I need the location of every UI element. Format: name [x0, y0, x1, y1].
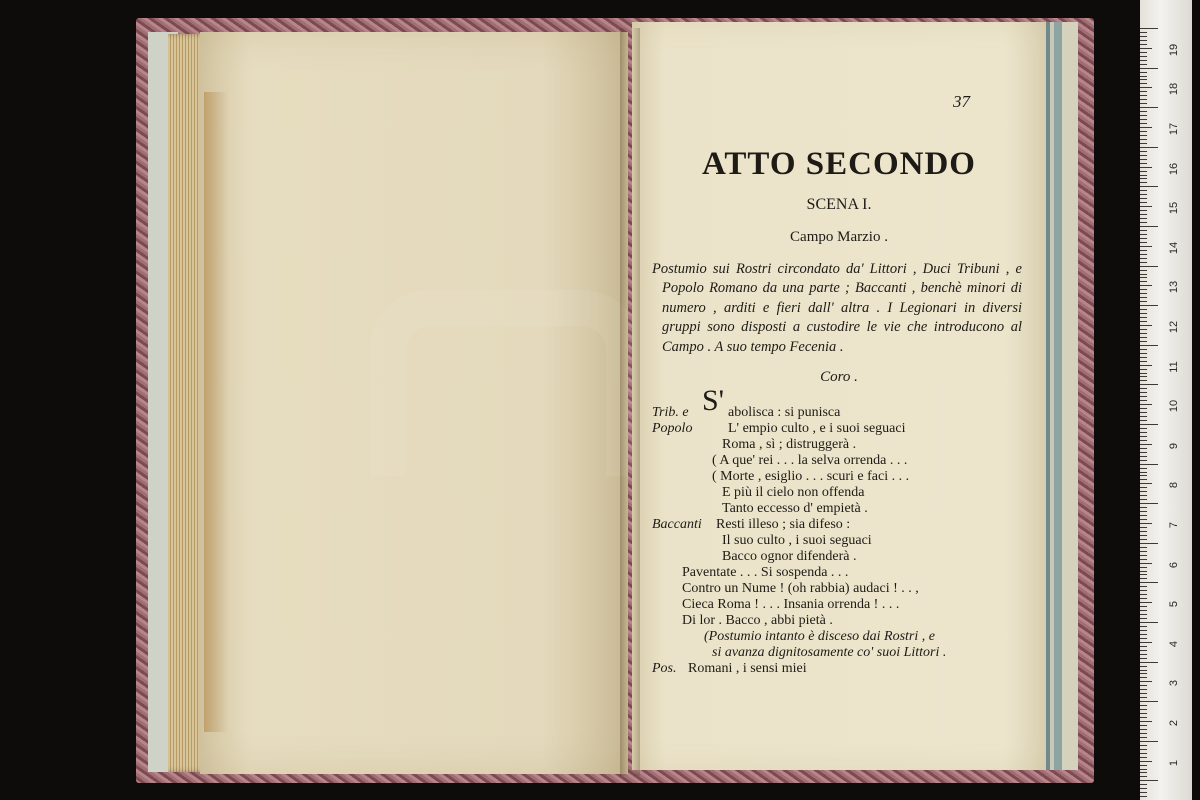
verse-line: Romani , i sensi miei [688, 661, 807, 676]
ruler-tick [1140, 79, 1147, 80]
ruler-tick [1140, 317, 1147, 318]
stage-note: (Postumio intanto è disceso dai Rostri , e [704, 629, 935, 644]
verse-block [632, 22, 1046, 770]
ruler-label: 12 [1168, 320, 1180, 334]
ruler-tick [1140, 321, 1147, 322]
ruler-tick [1140, 408, 1147, 409]
stage-direction: Postumio sui Rostri circondato da' Littori , Duci Tribuni , e Popolo Romano da una parte ; Baccanti , benchè minori di numero , arditi e fieri dall' altra . I Legionari in diversi gruppi sono disposti a custodire le vie che introducono al Campo . A suo tempo Fecenia . [652, 261, 1022, 355]
ruler-label: 15 [1168, 202, 1180, 215]
scene-title: SCENA I. [806, 196, 872, 213]
ruler-label: 3 [1168, 680, 1180, 687]
ruler-tick [1140, 262, 1147, 263]
ruler-tick [1140, 91, 1147, 92]
ruler-tick [1140, 404, 1152, 405]
verse-line: Di lor . Bacco , abbi pietà . [682, 613, 833, 628]
ruler-tick [1140, 194, 1147, 195]
ruler-tick [1140, 301, 1147, 302]
ruler-tick [1140, 638, 1147, 639]
ruler-tick [1140, 547, 1147, 548]
ruler-tick [1140, 563, 1152, 564]
ruler-tick [1140, 361, 1147, 362]
ruler-tick [1140, 202, 1147, 203]
ruler-tick [1140, 40, 1147, 41]
ruler-tick [1140, 460, 1147, 461]
ruler-tick [1140, 622, 1158, 623]
ruler-tick [1140, 586, 1147, 587]
ruler-tick [1140, 87, 1152, 88]
speaker-baccanti: Baccanti [652, 517, 702, 532]
chorus-heading: Coro . [820, 369, 858, 385]
ruler-tick [1140, 396, 1147, 397]
ruler-tick [1140, 400, 1147, 401]
ruler-tick [1140, 456, 1147, 457]
ruler-tick [1140, 214, 1147, 215]
ruler-tick [1140, 285, 1152, 286]
ruler-tick [1140, 234, 1147, 235]
ruler-tick [1140, 761, 1152, 762]
ruler-tick [1140, 475, 1147, 476]
ruler-tick [1140, 769, 1147, 770]
museum-watermark [370, 290, 642, 476]
ruler-tick [1140, 749, 1147, 750]
ruler-tick [1140, 543, 1158, 544]
ruler-tick [1140, 266, 1158, 267]
ruler-tick [1140, 634, 1147, 635]
ruler-tick [1140, 618, 1147, 619]
ruler-tick [1140, 353, 1147, 354]
verse-line: Il suo culto , i suoi seguaci [722, 533, 872, 548]
ruler-tick [1140, 167, 1152, 168]
ruler-tick [1140, 60, 1147, 61]
ruler-tick [1140, 479, 1147, 480]
ruler-tick [1140, 495, 1147, 496]
ruler-tick [1140, 182, 1147, 183]
ruler-tick [1140, 373, 1147, 374]
ruler-tick [1140, 32, 1147, 33]
ruler-tick [1140, 642, 1152, 643]
ruler-tick [1140, 448, 1147, 449]
ruler-tick [1140, 103, 1147, 104]
ruler-tick [1140, 697, 1147, 698]
ruler-tick [1140, 519, 1147, 520]
ruler-tick [1140, 772, 1147, 773]
verse-line: L' empio culto , e i suoi seguaci [728, 421, 906, 436]
verse-line: Bacco ognor difenderà . [722, 549, 857, 564]
ruler-tick [1140, 765, 1147, 766]
ruler-tick [1140, 139, 1147, 140]
ruler-tick [1140, 796, 1147, 797]
ruler-tick [1140, 646, 1147, 647]
ruler-tick [1140, 729, 1147, 730]
ruler-tick [1140, 440, 1147, 441]
ruler-tick [1140, 741, 1158, 742]
ruler-tick [1140, 594, 1147, 595]
ruler-tick [1140, 578, 1147, 579]
ruler-tick [1140, 337, 1147, 338]
ruler-tick [1140, 559, 1147, 560]
ruler-tick [1140, 464, 1158, 465]
ruler-tick [1140, 472, 1147, 473]
speaker-pos: Pos. [652, 661, 677, 676]
ruler-tick [1140, 297, 1147, 298]
measuring-ruler [1140, 0, 1192, 800]
ruler-tick [1140, 788, 1147, 789]
ruler-label: 19 [1168, 43, 1180, 56]
ruler-tick [1140, 412, 1147, 413]
ruler-tick [1140, 384, 1158, 385]
ruler-tick [1140, 226, 1158, 227]
ruler-tick [1140, 135, 1147, 136]
ruler-label: 17 [1168, 122, 1180, 136]
ruler-tick [1140, 539, 1147, 540]
verse-line: abolisca : si punisca [728, 405, 841, 420]
ruler-tick [1140, 115, 1147, 116]
ruler-tick [1140, 468, 1147, 469]
ruler-tick [1140, 614, 1147, 615]
ruler-tick [1140, 737, 1147, 738]
ruler-tick [1140, 238, 1147, 239]
ruler-tick [1140, 329, 1147, 330]
verse-line: Paventate . . . Si sospenda . . . [682, 565, 849, 580]
ruler-tick [1140, 293, 1147, 294]
ruler-tick [1140, 95, 1147, 96]
ruler-tick [1140, 147, 1158, 148]
ruler-tick [1140, 590, 1147, 591]
ruler-tick [1140, 713, 1147, 714]
ruler-label: 13 [1168, 281, 1180, 294]
verse-line: Tanto eccesso d' empietà . [722, 501, 868, 516]
ruler-tick [1140, 56, 1147, 57]
ruler-tick [1140, 677, 1147, 678]
verse-line: ( Morte , esiglio . . . scuri e faci . . . [712, 469, 910, 484]
ruler-tick [1140, 507, 1147, 508]
ruler-tick [1140, 143, 1147, 144]
verse-line: E più il cielo non offenda [722, 485, 865, 500]
ruler-label: 4 [1168, 640, 1180, 647]
ruler-tick [1140, 155, 1147, 156]
ruler-tick [1140, 123, 1147, 124]
ruler-label: 14 [1168, 241, 1180, 254]
ruler-tick [1140, 341, 1147, 342]
page-number: 37 [953, 92, 970, 111]
ruler-tick [1140, 701, 1158, 702]
ruler-tick [1140, 689, 1147, 690]
ruler-tick [1140, 555, 1147, 556]
ruler-tick [1140, 780, 1158, 781]
ruler-tick [1140, 685, 1147, 686]
ruler-tick [1140, 571, 1147, 572]
ruler-tick [1140, 705, 1147, 706]
ruler-tick [1140, 535, 1147, 536]
ruler-label: 6 [1168, 561, 1180, 568]
ruler-tick [1140, 574, 1147, 575]
ruler-tick [1140, 36, 1147, 37]
ruler-tick [1140, 717, 1147, 718]
ruler-tick [1140, 198, 1147, 199]
ruler-tick [1140, 313, 1147, 314]
verse-line: Roma , sì ; distruggerà . [722, 437, 857, 452]
ruler-tick [1140, 206, 1152, 207]
ruler-label: 18 [1168, 83, 1180, 96]
ruler-tick [1140, 274, 1147, 275]
ruler-tick [1140, 345, 1158, 346]
ruler-tick [1140, 753, 1147, 754]
ruler-tick [1140, 602, 1152, 603]
ruler-tick [1140, 52, 1147, 53]
ruler-tick [1140, 131, 1147, 132]
ruler-tick [1140, 515, 1147, 516]
ruler-tick [1140, 151, 1147, 152]
ruler-tick [1140, 218, 1147, 219]
ruler-tick [1140, 725, 1147, 726]
ruler-tick [1140, 72, 1147, 73]
ruler-tick [1140, 44, 1147, 45]
ruler-tick [1140, 598, 1147, 599]
ruler-tick [1140, 305, 1158, 306]
ruler-tick [1140, 662, 1158, 663]
ruler-tick [1140, 186, 1158, 187]
ruler-tick [1140, 503, 1158, 504]
ruler-tick [1140, 281, 1147, 282]
ruler-tick [1140, 483, 1152, 484]
ruler-tick [1140, 487, 1147, 488]
ruler-tick [1140, 776, 1147, 777]
ruler-label: 8 [1168, 482, 1180, 489]
ruler-tick [1140, 428, 1147, 429]
ruler-tick [1140, 606, 1147, 607]
ruler-tick [1140, 567, 1147, 568]
ruler-tick [1140, 222, 1147, 223]
ruler-label: 16 [1168, 162, 1180, 175]
ruler-tick [1140, 250, 1147, 251]
place-line: Campo Marzio . [790, 229, 888, 245]
ruler-tick [1140, 107, 1158, 108]
ruler-tick [1140, 119, 1147, 120]
ruler-label: 1 [1168, 759, 1180, 766]
speaker-popolo: Popolo [652, 421, 693, 436]
ruler-tick [1140, 388, 1147, 389]
page-gutter [620, 28, 640, 776]
ruler-tick [1140, 452, 1147, 453]
ruler-tick [1140, 254, 1147, 255]
ruler-tick [1140, 333, 1147, 334]
ruler-tick [1140, 745, 1147, 746]
foxing-stain [204, 92, 228, 732]
ruler-tick [1140, 792, 1147, 793]
ruler-tick [1140, 210, 1147, 211]
ruler-tick [1140, 242, 1147, 243]
ruler-tick [1140, 365, 1152, 366]
ruler-tick [1140, 416, 1147, 417]
ruler-tick [1140, 582, 1158, 583]
ruler-tick [1140, 376, 1147, 377]
ruler-tick [1140, 83, 1147, 84]
ruler-tick [1140, 709, 1147, 710]
ruler-tick [1140, 757, 1147, 758]
ruler-tick [1140, 127, 1152, 128]
ruler-tick [1140, 230, 1147, 231]
ruler-label: 10 [1168, 400, 1180, 413]
ruler-tick [1140, 499, 1147, 500]
ruler-tick [1140, 511, 1147, 512]
ruler-tick [1140, 436, 1147, 437]
ruler-tick [1140, 349, 1147, 350]
stage-note: si avanza dignitosamente co' suoi Littori . [712, 645, 947, 660]
ruler-tick [1140, 76, 1147, 77]
ruler-tick [1140, 658, 1147, 659]
ruler-tick [1140, 721, 1152, 722]
ruler-tick [1140, 650, 1147, 651]
ruler-tick [1140, 424, 1158, 425]
speaker-trib: Trib. e [652, 405, 689, 420]
ruler-tick [1140, 48, 1152, 49]
right-page [632, 22, 1046, 770]
ruler-tick [1140, 159, 1147, 160]
ruler-tick [1140, 325, 1152, 326]
ruler-tick [1140, 28, 1158, 29]
ruler-tick [1140, 666, 1147, 667]
ruler-tick [1140, 420, 1147, 421]
ruler-tick [1140, 380, 1147, 381]
ruler-tick [1140, 171, 1147, 172]
ruler-tick [1140, 190, 1147, 191]
drop-cap: S' [702, 384, 725, 417]
ruler-tick [1140, 369, 1147, 370]
ruler-tick [1140, 630, 1147, 631]
ruler-label: 5 [1168, 601, 1180, 608]
ruler-tick [1140, 491, 1147, 492]
ruler-tick [1140, 693, 1147, 694]
ruler-tick [1140, 784, 1147, 785]
ruler-label: 9 [1168, 442, 1180, 449]
ruler-tick [1140, 551, 1147, 552]
ruler-tick [1140, 163, 1147, 164]
act-title: ATTO SECONDO [702, 146, 976, 182]
verse-line: ( A que' rei . . . la selva orrenda . . . [712, 453, 908, 468]
ruler-tick [1140, 258, 1147, 259]
ruler-tick [1140, 654, 1147, 655]
verse-line: Resti illeso ; sia difeso : [716, 517, 851, 532]
verse-line: Cieca Roma ! . . . Insania orrenda ! . . . [682, 597, 900, 612]
ruler-tick [1140, 626, 1147, 627]
ruler-tick [1140, 392, 1147, 393]
ruler-tick [1140, 178, 1147, 179]
ruler-tick [1140, 64, 1147, 65]
ruler-label: 2 [1168, 719, 1180, 727]
ruler-tick [1140, 309, 1147, 310]
ruler-tick [1140, 289, 1147, 290]
ruler-tick [1140, 270, 1147, 271]
ruler-label: 11 [1168, 360, 1180, 373]
ruler-tick [1140, 175, 1147, 176]
ruler-tick [1140, 432, 1147, 433]
ruler-tick [1140, 523, 1152, 524]
ruler-tick [1140, 681, 1152, 682]
ruler-tick [1140, 673, 1147, 674]
ruler-tick [1140, 527, 1147, 528]
ruler-tick [1140, 277, 1147, 278]
ruler-tick [1140, 670, 1147, 671]
ruler-tick [1140, 610, 1147, 611]
ruler-tick [1140, 99, 1147, 100]
ruler-tick [1140, 357, 1147, 358]
ruler-tick [1140, 531, 1147, 532]
ruler-tick [1140, 444, 1152, 445]
verse-line: Contro un Nume ! (oh rabbia) audaci ! . . , [682, 581, 919, 596]
ruler-label: 7 [1168, 521, 1180, 529]
ruler-tick [1140, 733, 1147, 734]
ruler-tick [1140, 68, 1158, 69]
ruler-tick [1140, 246, 1152, 247]
ruler-tick [1140, 111, 1147, 112]
